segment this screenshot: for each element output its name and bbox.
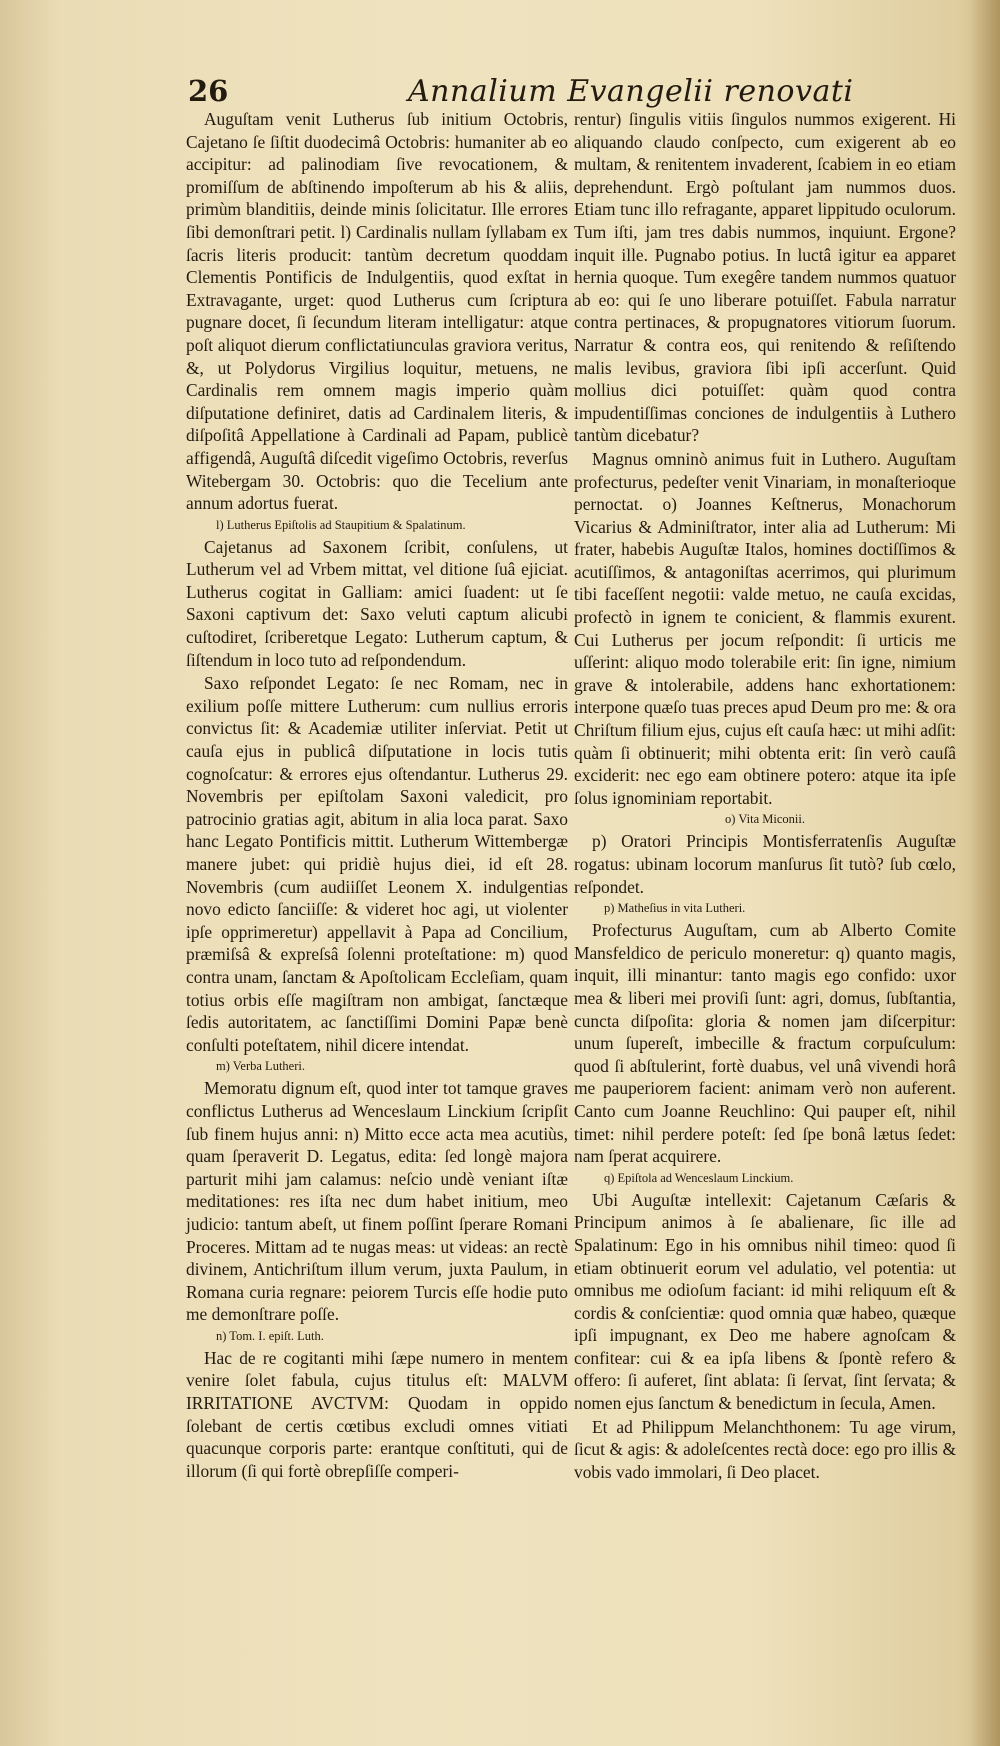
paragraph: Ubi Auguſtæ intellexit: Cajetanum Cæſaris & Principum animos à ſe abalienare, ſic ille ad Spalatinum: Ego in his omnibus nihil timeo: quod ſi etiam obtinuerit eorum vel adulatio, vel potentia: ut omnibus me odioſum faciant: id mihi reliquum eſt & cordis & conſcientiæ: quod omnia quæ habeo, quæque ipſi impugnant, ex Deo me habere agnoſcam & confitear: cui & ea ipſa libens & ſpontè refero & offero: ſi auferet, ſint ablata: ſi ſervat, ſint ſervata; & nomen ejus ſanctum & benedictum in ſecula, Amen. <box>574 1189 956 1414</box>
footnote: o) Vita Miconii. <box>725 812 805 827</box>
paragraph: p) Oratori Principis Montisferratenſis Auguſtæ rogatus: ubinam locorum manſurus ſit tutò? ſub cœlo, reſpondet. <box>574 831 956 897</box>
paragraph: Hac de re cogitanti mihi ſæpe numero in mentem venire ſolet fabula, cujus titulus eſt: MALVM IRRITATIONE AVCTVM: Quodam in oppido ſolebant de certis cœtibus excludi omnes vitiati quacunque corporis parte: erantque conſtituti, qui de illorum (ſi qui fortè obrepſiſſe comperi- <box>186 1347 568 1481</box>
left-column <box>186 108 568 1483</box>
paragraph: Profecturus Auguſtam, cum ab Alberto Comite Mansfeldico de periculo moneretur: q) quanto magis, inquit, illi minantur: tanto magis ego confido: uxor mea & liberi mei proviſi ſunt: agri, domus, ſubſtantia, cuncta diſpoſita: gloria & nomen jam diſcerpitur: unum ſupereſt, imbecille & fractum corpuſculum: quod ſi abſtulerint, fortè duabus, vel unâ vivendi horâ me pauperiorem facient: animam verò non auferent. Canto cum Joanne Reuchlino: Qui pauper eſt, nihil timet: nihil perdere poteſt: ſed ſpe bonâ lætus ſedet: nam ſperat acquirere. <box>574 920 956 1167</box>
footnote: m) Verba Lutheri. <box>216 1059 305 1074</box>
paragraph: Magnus omninò animus fuit in Luthero. Auguſtam profecturus, pedeſter venit Vinariam, in monaſterioque pernoctat. o) Joannes Keſtnerus, Monachorum Vicarius & Adminiſtrator, inter alia ad Lutherum: Mi frater, habebis Auguſtæ Italos, homines doctiſſimos & acutiſſimos, & antagoniſtas acerrimos, qui plurimum tibi faceſſent negotii: valde metuo, ne cauſa excidas, profectò in ignem te conicient, & flammis exurent. Cui Lutherus per jocum reſpondit: ſi urticis me uſſerint: aliquo modo tolerabile erit: ſin igne, nimium grave & intolerabile, addens hanc exhortationem: interpone quæſo tuas preces apud Deum pro me: & ora Chriſtum filium ejus, cujus eſt cauſa hæc: ut mihi adſit: quàm ſi obtinuerit; mihi obtenta erit: ſin verò cauſâ exciderit: nec ego eam obtinere potero: atque ita ipſe ſolus ignominiam reportabit. <box>574 448 956 808</box>
footnote: n) Tom. I. epiſt. Luth. <box>216 1328 324 1343</box>
running-title: Annalium Evangelii renovati <box>408 74 854 109</box>
page-number: 26 <box>188 74 229 108</box>
paragraph: Cajetanus ad Saxonem ſcribit, conſulens, ut Lutherum vel ad Vrbem mittat, vel ditione ſuâ ejiciat. Lutherus cogitat in Galliam: amici ſuadent: ut ſe Saxoni captivum det: Saxo veluti captum alicubi cuſtodiret, ſcriberetque Legato: Lutherum captum, & ſiſtendum in loco tuto ad reſpondendum. <box>186 536 568 670</box>
paragraph: Saxo reſpondet Legato: ſe nec Romam, nec in exilium poſſe mittere Lutherum: cum nullius erroris convictus ſit: & Academiæ utiliter inſerviat. Petit ut cauſa ejus in publicâ diſputatione in locis tutis cognoſcatur: & errores ejus oſtendantur. Lutherus 29. Novembris per epiſtolam Saxoni valedicit, pro patrocinio gratias agit, abitum in alia loca parat. Saxo hanc Legato Pontificis mittit. Lutherum Wittembergæ manere jubet: qui pridiè hujus diei, id eſt 28. Novembris (cum audiiſſet Leonem X. indulgentias novo edicto ſanciiſſe: & videret hoc agi, ut violenter ipſe opprimeretur) appellavit à Papa ad Concilium, præmiſsâ & expreſsâ ſolenni proteſtatione: m) quod contra unam, ſanctam & Apoſtolicam Eccleſiam, quam totius orbis eſſe magiſtram non ambigat, ſanctæque ſedis autoritatem, ac ſanctiſſimi Domini Papæ benè conſulti poteſtatem, nihil dicere intendat. <box>186 673 568 1055</box>
paragraph: Et ad Philippum Melanchthonem: Tu age virum, ſicut & agis: & adoleſcentes rectà doce: ego pro illis & vobis vado immolari, ſi Deo placet. <box>574 1416 956 1482</box>
page-edge-shadow <box>970 0 1000 1746</box>
paragraph: Auguſtam venit Lutherus ſub initium Octobris, Cajetano ſe ſiſtit duodecimâ Octobris: humaniter ab eo accipitur: ad palinodiam ſive revocationem, & promiſſum de abſtinendo impoſterum ab his & aliis, primùm blanditiis, deinde minis ſolicitatur. Ille errores ſibi demonſtrari petit. l) Cardinalis nullam ſyllabam ex ſacris literis producit: tantùm decretum quoddam Clementis Pontificis de Indulgentiis, quod exſtat in Extravagante, urget: quod Lutherus cum ſcriptura pugnare docet, ſi ſecundum literam intelligatur: atque poſt aliquot dierum conflictatiunculas graviora veritus, &, ut Polydorus Virgilius loquitur, metuens, ne Cardinalis rem omnem magis imperio quàm diſputatione definiret, datis ad Cardinalem literis, & diſpoſitâ Appellatione à Cardinali ad Papam, publicè affigendâ, Auguſtâ diſcedit vigeſimo Octobris, reverſus Witebergam 30. Octobris: quo die Tecelium ante annum adortus fuerat. <box>186 109 568 514</box>
paragraph-continued: rentur) ſingulis vitiis ſingulos nummos exigerent. Hi aliquando claudo conſpecto, cum exigerent ab eo multam, & renitentem invaderent, ſcabiem in eo etiam deprehendunt. Ergò poſtulant jam nummos duos. Etiam tunc illo refragante, apparet lippitudo oculorum. Tum iſti, jam tres dabis nummos, inquiunt. Ergone? inquit ille. Pugnabo potius. In luctâ igitur ea apparet hernia quoque. Tum exegêre tandem nummos quatuor ab eo: qui ſe uno liberare potuiſſet. Fabula narratur contra pertinaces, & propugnatores vitiorum ſuorum. Narratur & contra eos, qui renitendo & reſiſtendo malis levibus, graviora ſibi ipſi accerſunt. Quid mollius dici potuiſſet: quàm quod contra impudentiſſimas conciones de indulgentiis à Luthero tantùm dicebatur? <box>574 109 956 446</box>
footnote: q) Epiſtola ad Wenceslaum Linckium. <box>604 1170 794 1185</box>
right-column <box>574 108 956 1484</box>
paragraph: Memoratu dignum eſt, quod inter tot tamque graves conflictus Lutherus ad Wenceslaum Linckium ſcripſit ſub finem hujus anni: n) Mitto ecce acta mea acutiùs, quam ſperaverit D. Legatus, edita: ſed longè majora parturit mihi jam calamus: neſcio undè veniant iſtæ meditationes: res iſta nec dum habet initium, meo judicio: tantum abeſt, ut finem poſſint ſperare Romani Proceres. Mittam ad te nugas meas: ut videas: an rectè divinem, Antichriſtum illum verum, juxta Paulum, in Romana curia regnare: peiorem Turcis eſſe hodie puto me demonſtrare poſſe. <box>186 1078 568 1325</box>
footnote: p) Matheſius in vita Lutheri. <box>604 901 746 916</box>
footnote: l) Lutherus Epiſtolis ad Staupitium & Spalatinum. <box>216 517 466 532</box>
